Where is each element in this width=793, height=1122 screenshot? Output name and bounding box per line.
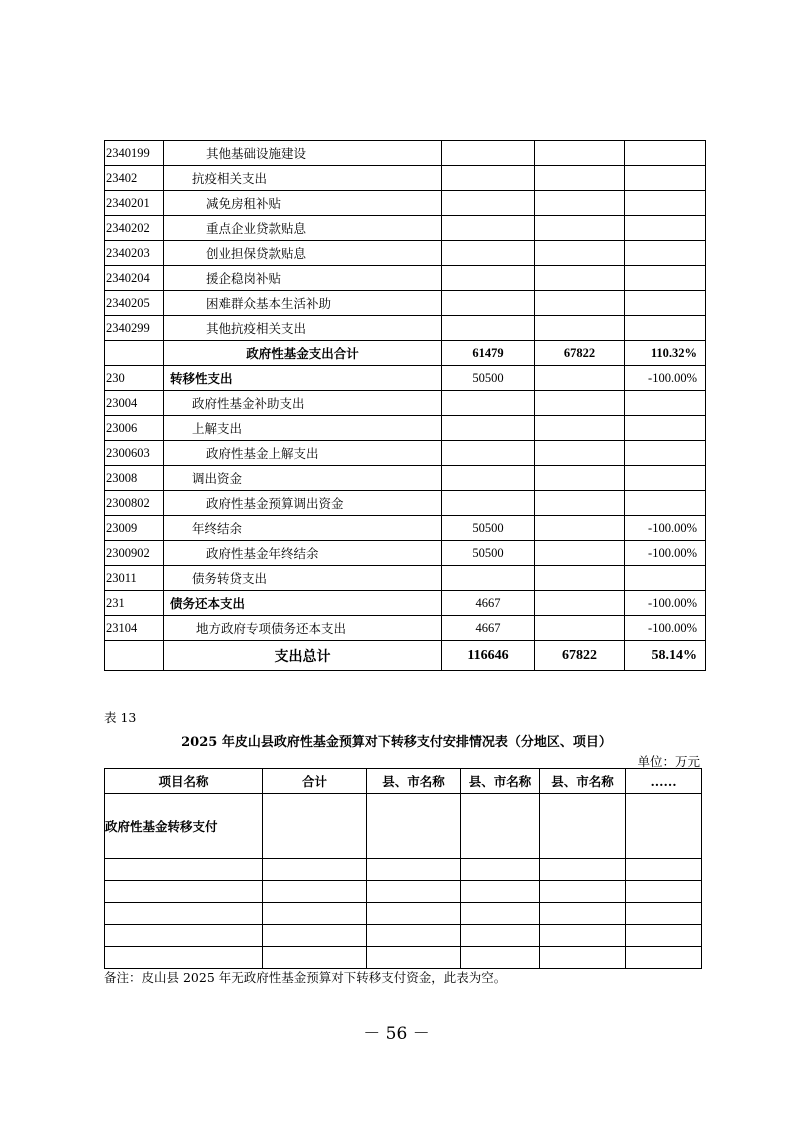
row-code: 2340205 (105, 291, 164, 316)
page-number: － 56 － (363, 1024, 430, 1044)
row-name: 调出资金 (164, 466, 442, 491)
row-percent (625, 316, 706, 341)
row-value-2024 (442, 566, 535, 591)
table-row (105, 925, 702, 947)
row-value-2025 (535, 416, 625, 441)
table-row (105, 566, 706, 591)
row-value-2024 (442, 141, 535, 166)
table-row (105, 441, 706, 466)
table-row (105, 341, 706, 366)
table-row (105, 316, 706, 341)
row-percent (625, 191, 706, 216)
row-value-2025 (535, 316, 625, 341)
transfer-payment-table (104, 768, 702, 969)
row-label: 政府性基金转移支付 (105, 794, 263, 859)
row-name: 其他基础设施建设 (164, 141, 442, 166)
row-code: 231 (105, 591, 164, 616)
row-name: 援企稳岗补贴 (164, 266, 442, 291)
table-row (105, 216, 706, 241)
row-name: 支出总计 (164, 641, 442, 671)
row-percent: -100.00% (625, 591, 706, 616)
row-code: 23004 (105, 391, 164, 416)
row-value-2024: 4667 (442, 616, 535, 641)
header-cell: 项目名称 (105, 769, 263, 794)
row-value-2024 (442, 266, 535, 291)
row-percent (625, 491, 706, 516)
row-percent (625, 566, 706, 591)
table-label: 表 13 (104, 710, 137, 725)
table-row (105, 591, 706, 616)
row-value-2025 (535, 141, 625, 166)
table-row (105, 881, 702, 903)
row-percent (625, 291, 706, 316)
table-row (105, 241, 706, 266)
row-value-2024 (442, 191, 535, 216)
table-note: 备注：皮山县 2025 年无政府性基金预算对下转移支付资金，此表为空。 (104, 970, 507, 985)
row-value-2025 (535, 391, 625, 416)
table-row (105, 641, 706, 671)
table-row (105, 794, 702, 859)
table-row (105, 291, 706, 316)
row-code: 23009 (105, 516, 164, 541)
row-percent (625, 166, 706, 191)
table-row (105, 903, 702, 925)
table-row (105, 616, 706, 641)
row-value-2025 (535, 191, 625, 216)
row-value-2025 (535, 241, 625, 266)
row-value-2024: 50500 (442, 516, 535, 541)
row-code: 23006 (105, 416, 164, 441)
row-name: 政府性基金支出合计 (164, 341, 442, 366)
row-code: 2340202 (105, 216, 164, 241)
row-code: 2340199 (105, 141, 164, 166)
row-percent (625, 266, 706, 291)
row-value-2025 (535, 516, 625, 541)
row-name: 政府性基金补助支出 (164, 391, 442, 416)
row-name: 债务转贷支出 (164, 566, 442, 591)
row-value-2024 (442, 316, 535, 341)
row-value-2025 (535, 491, 625, 516)
table-row (105, 191, 706, 216)
table-title: 2025 年皮山县政府性基金预算对下转移支付安排情况表（分地区、项目） (181, 735, 612, 750)
row-value-2025 (535, 166, 625, 191)
row-value-2024: 61479 (442, 341, 535, 366)
row-value-2024 (442, 466, 535, 491)
row-value-2024 (442, 441, 535, 466)
row-value-2024 (442, 416, 535, 441)
row-name: 抗疫相关支出 (164, 166, 442, 191)
row-code (105, 341, 164, 366)
row-value-2024: 50500 (442, 366, 535, 391)
table-row (105, 141, 706, 166)
row-name: 政府性基金年终结余 (164, 541, 442, 566)
row-name: 政府性基金上解支出 (164, 441, 442, 466)
row-percent (625, 466, 706, 491)
row-percent (625, 441, 706, 466)
row-percent (625, 216, 706, 241)
row-value-2025 (535, 541, 625, 566)
row-name: 转移性支出 (164, 366, 442, 391)
table-row (105, 541, 706, 566)
table-row (105, 466, 706, 491)
row-name: 政府性基金预算调出资金 (164, 491, 442, 516)
row-value-2024: 50500 (442, 541, 535, 566)
row-code: 23402 (105, 166, 164, 191)
row-value-2025 (535, 591, 625, 616)
row-value-2025 (535, 216, 625, 241)
row-value-2024 (442, 391, 535, 416)
row-percent: -100.00% (625, 616, 706, 641)
header-cell: ...... (626, 769, 702, 794)
table-row (105, 416, 706, 441)
row-code: 23008 (105, 466, 164, 491)
row-code: 23104 (105, 616, 164, 641)
row-value-2024 (442, 491, 535, 516)
row-percent (625, 141, 706, 166)
row-percent: -100.00% (625, 516, 706, 541)
row-value-2024: 4667 (442, 591, 535, 616)
row-name: 年终结余 (164, 516, 442, 541)
row-value-2024 (442, 291, 535, 316)
row-percent: -100.00% (625, 366, 706, 391)
row-name: 上解支出 (164, 416, 442, 441)
row-value-2024 (442, 241, 535, 266)
row-percent: 110.32% (625, 341, 706, 366)
row-value-2024: 116646 (442, 641, 535, 671)
header-cell: 县、市名称 (461, 769, 540, 794)
row-code: 23011 (105, 566, 164, 591)
row-code: 2340299 (105, 316, 164, 341)
table-row (105, 859, 702, 881)
row-code: 2340201 (105, 191, 164, 216)
row-value-2025 (535, 466, 625, 491)
row-value-2024 (442, 166, 535, 191)
header-cell: 县、市名称 (367, 769, 461, 794)
unit-label: 单位：万元 (637, 754, 700, 769)
row-value-2025 (535, 291, 625, 316)
table-row (105, 366, 706, 391)
row-value-2025 (535, 441, 625, 466)
row-percent: -100.00% (625, 541, 706, 566)
row-code: 2340203 (105, 241, 164, 266)
header-cell: 县、市名称 (540, 769, 626, 794)
row-name: 重点企业贷款贴息 (164, 216, 442, 241)
row-percent (625, 241, 706, 266)
row-value-2025 (535, 366, 625, 391)
table-row (105, 391, 706, 416)
table-row (105, 266, 706, 291)
row-name: 地方政府专项债务还本支出 (164, 616, 442, 641)
table-row (105, 166, 706, 191)
row-percent: 58.14% (625, 641, 706, 671)
row-name: 减免房租补贴 (164, 191, 442, 216)
row-name: 困难群众基本生活补助 (164, 291, 442, 316)
row-value-2025: 67822 (535, 341, 625, 366)
row-code: 2300603 (105, 441, 164, 466)
table-row (105, 516, 706, 541)
row-code: 2300802 (105, 491, 164, 516)
row-percent (625, 391, 706, 416)
row-value-2024 (442, 216, 535, 241)
row-value-2025: 67822 (535, 641, 625, 671)
row-name: 其他抗疫相关支出 (164, 316, 442, 341)
header-cell: 合计 (263, 769, 367, 794)
table-row (105, 491, 706, 516)
row-code (105, 641, 164, 671)
row-value-2025 (535, 616, 625, 641)
row-name: 创业担保贷款贴息 (164, 241, 442, 266)
row-code: 230 (105, 366, 164, 391)
row-name: 债务还本支出 (164, 591, 442, 616)
expenditure-table (104, 140, 706, 671)
row-code: 2340204 (105, 266, 164, 291)
table-row (105, 947, 702, 969)
row-value-2025 (535, 566, 625, 591)
row-percent (625, 416, 706, 441)
row-code: 2300902 (105, 541, 164, 566)
header-row (105, 769, 702, 794)
row-value-2025 (535, 266, 625, 291)
